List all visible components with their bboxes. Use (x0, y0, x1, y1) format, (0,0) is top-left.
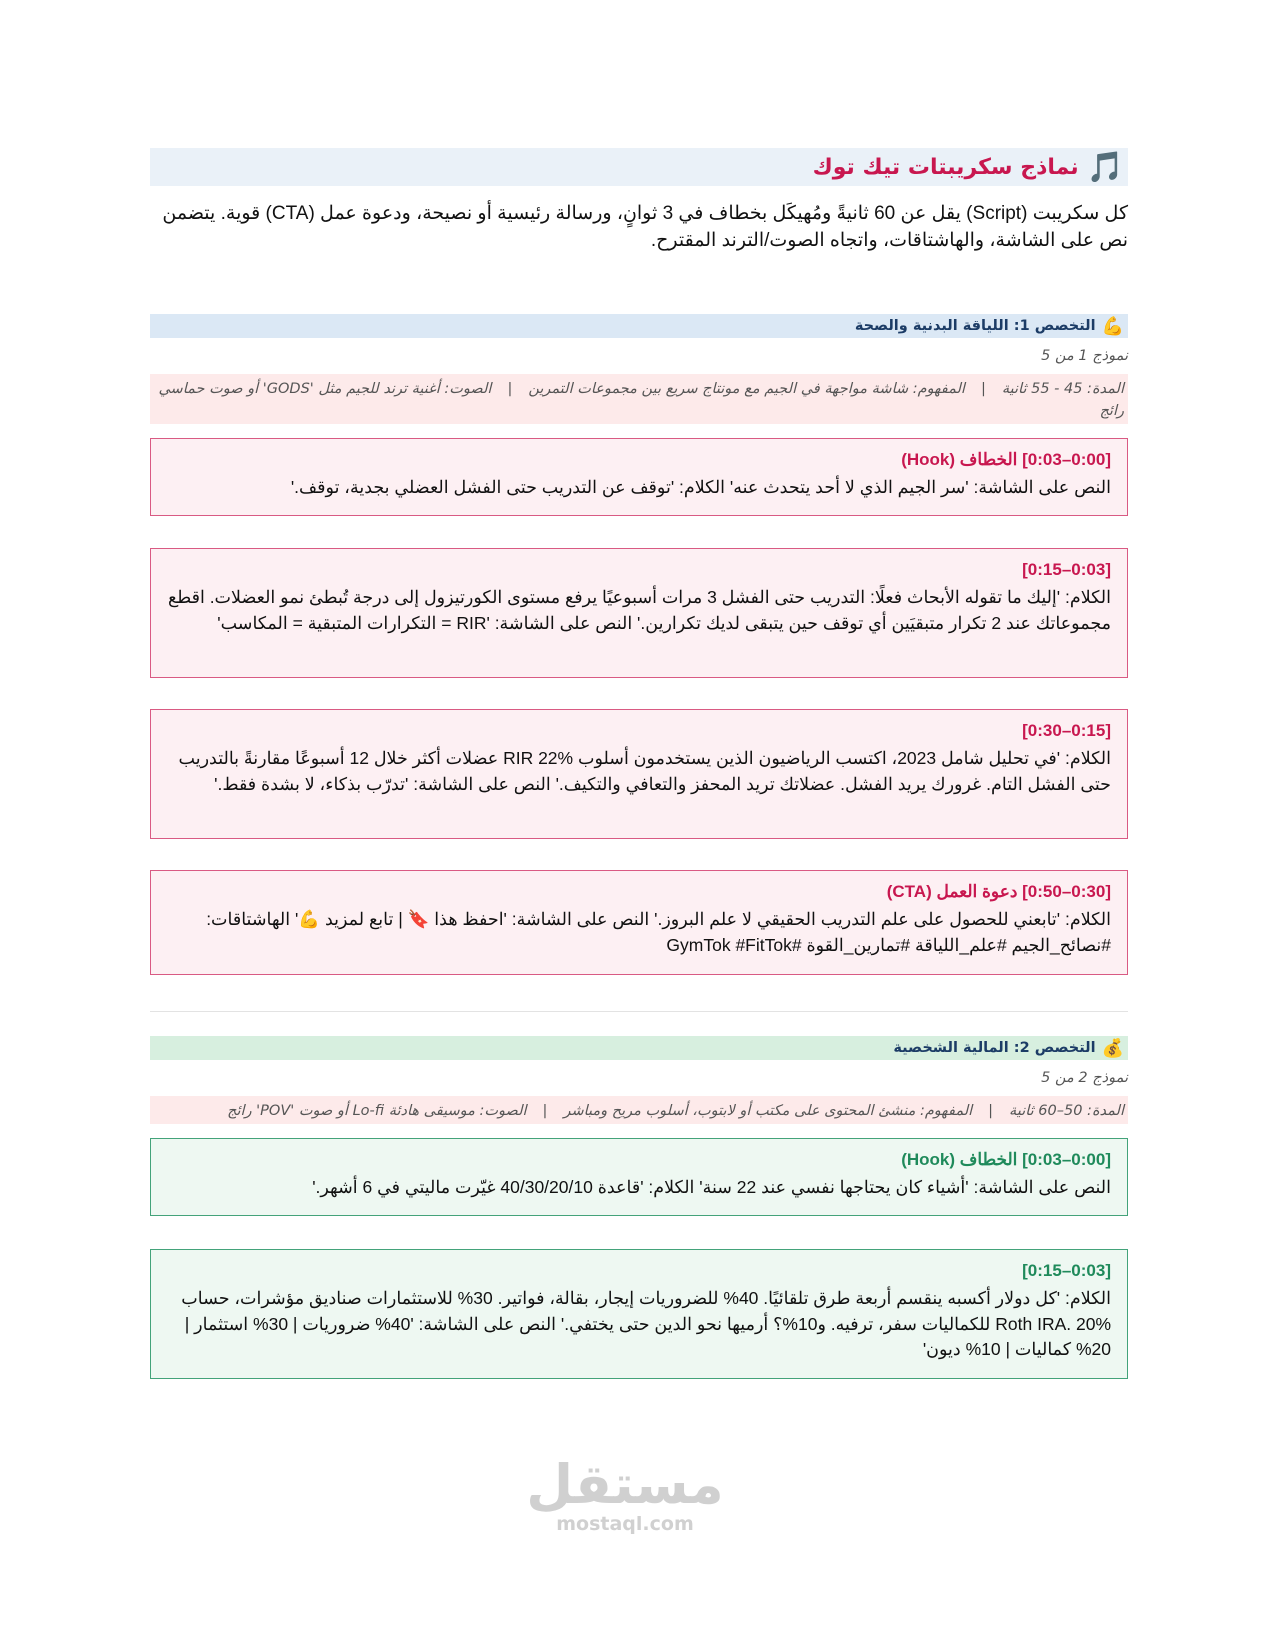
card-heading: [0:03–0:15] (1022, 560, 1111, 579)
card-body: الكلام: 'في تحليل شامل 2023، اكتسب الرياضيون الذين يستخدمون أسلوب RIR 22% عضلات أكثر خلال 12 أسبوعًا مقارنةً بالتدريب حتى الفشل التام. غرورك يريد الفشل. عضلاتك تريد المحفز والتعافي والتكيف.' النص على الشاشة: 'تدرّب بذكاء، لا بشدة فقط.' (178, 748, 1111, 794)
mostaql-watermark (500, 1455, 750, 1535)
watermark-latin: mostaql.com (556, 1513, 694, 1535)
script-card-hook (150, 438, 1128, 516)
script-card-hook (150, 1138, 1128, 1216)
card-heading: [0:15–0:30] (1022, 721, 1111, 740)
page-title-bar (150, 148, 1128, 186)
script-card-segment (150, 548, 1128, 678)
intro-paragraph: كل سكريبت (Script) يقل عن 60 ثانيةً ومُهيكَل بخطاف في 3 ثوانٍ، ورسالة رئيسية أو نصيحة، ودعوة عمل (CTA) قوية. يتضمن نص على الشاشة، والهاشتاقات، واتجاه الصوت/الترند المقترح. (162, 203, 1128, 251)
card-heading: [0:30–0:50] دعوة العمل (CTA) (886, 882, 1111, 901)
page-title: نماذج سكريبتات تيك توك (812, 154, 1079, 180)
card-heading: [0:03–0:15] (1022, 1261, 1111, 1280)
model-number: نموذج 2 من 5 (1041, 1070, 1128, 1086)
script-card-segment (150, 709, 1128, 839)
card-body: الكلام: 'كل دولار أكسبه ينقسم أربعة طرق تلقائيًا. 40% للضروريات إيجار، بقالة، فواتير. 30% للاستثمارات صناديق مؤشرات، حساب Roth IRA. 20% للكماليات سفر، ترفيه. و10%؟ أرميها نحو الدين حتى يختفي.' النص على الشاشة: '40% ضروريات | 30% استثمار | 20% كماليات | 10% ديون' (181, 1288, 1111, 1359)
money-bag-icon: 💰 (1101, 1037, 1124, 1059)
card-body: الكلام: 'تابعني للحصول على علم التدريب الحقيقي لا علم البروز.' النص على الشاشة: 'احفظ هذا 🔖 | تابع لمزيد 💪' الهاشتاقات: #نصائح_الجيم #علم_اللياقة #تمارين_القوة #GymTok #FitTok (206, 909, 1111, 955)
music-note-icon: 🎵 (1086, 149, 1124, 185)
meta-separator: | (988, 1103, 994, 1119)
meta-separator: | (542, 1103, 548, 1119)
meta-concept: المفهوم: منشئ المحتوى على مكتب أو لابتوب، أسلوب مريح ومباشر (563, 1103, 973, 1119)
meta-separator: | (507, 381, 513, 397)
meta-audio: الصوت: موسيقى هادئة Lo-fi أو صوت 'POV' رائج (227, 1103, 527, 1119)
script-meta (150, 1096, 1128, 1124)
card-heading: [0:00–0:03] الخطاف (Hook) (901, 450, 1111, 469)
meta-separator: | (980, 381, 986, 397)
model-number: نموذج 1 من 5 (1041, 348, 1128, 364)
niche-label: التخصص 1: اللياقة البدنية والصحة (854, 318, 1096, 334)
meta-audio: الصوت: أغنية ترند للجيم مثل 'GODS' أو صوت حماسي رائج (158, 381, 1124, 419)
card-body: الكلام: 'إليك ما تقوله الأبحاث فعلًا: التدريب حتى الفشل 3 مرات أسبوعيًا يرفع مستوى الكورتيزول إلى درجة تُبطئ نمو العضلات. اقطع مجموعاتك عند 2 تكرار متبقيَين أي توقف حين يتبقى لديك تكرارين.' النص على الشاشة: 'RIR = التكرارات المتبقية = المكاسب' (167, 587, 1111, 633)
script-card-segment (150, 1249, 1128, 1379)
document-page (150, 148, 1128, 1379)
watermark-arabic: مستقل (526, 1453, 724, 1516)
meta-duration: المدة: 50–60 ثانية (1009, 1103, 1124, 1119)
card-heading: [0:00–0:03] الخطاف (Hook) (901, 1150, 1111, 1169)
card-body: النص على الشاشة: 'سر الجيم الذي لا أحد يتحدث عنه' الكلام: 'توقف عن التدريب حتى الفشل العضلي بجدية، توقف.' (290, 477, 1111, 497)
script-meta (150, 374, 1128, 424)
flexed-biceps-icon: 💪 (1101, 315, 1124, 337)
section-divider (150, 1011, 1128, 1012)
card-body: النص على الشاشة: 'أشياء كان يحتاجها نفسي عند 22 سنة' الكلام: 'قاعدة 40/30/20/10 غيّرت ماليتي في 6 أشهر.' (312, 1177, 1111, 1197)
niche-heading-fitness (150, 314, 1128, 338)
niche-label: التخصص 2: المالية الشخصية (893, 1040, 1096, 1056)
script-card-cta (150, 870, 1128, 975)
niche-heading-finance (150, 1036, 1128, 1060)
meta-duration: المدة: 45 - 55 ثانية (1001, 381, 1124, 397)
meta-concept: المفهوم: شاشة مواجهة في الجيم مع مونتاج سريع بين مجموعات التمرين (528, 381, 965, 397)
